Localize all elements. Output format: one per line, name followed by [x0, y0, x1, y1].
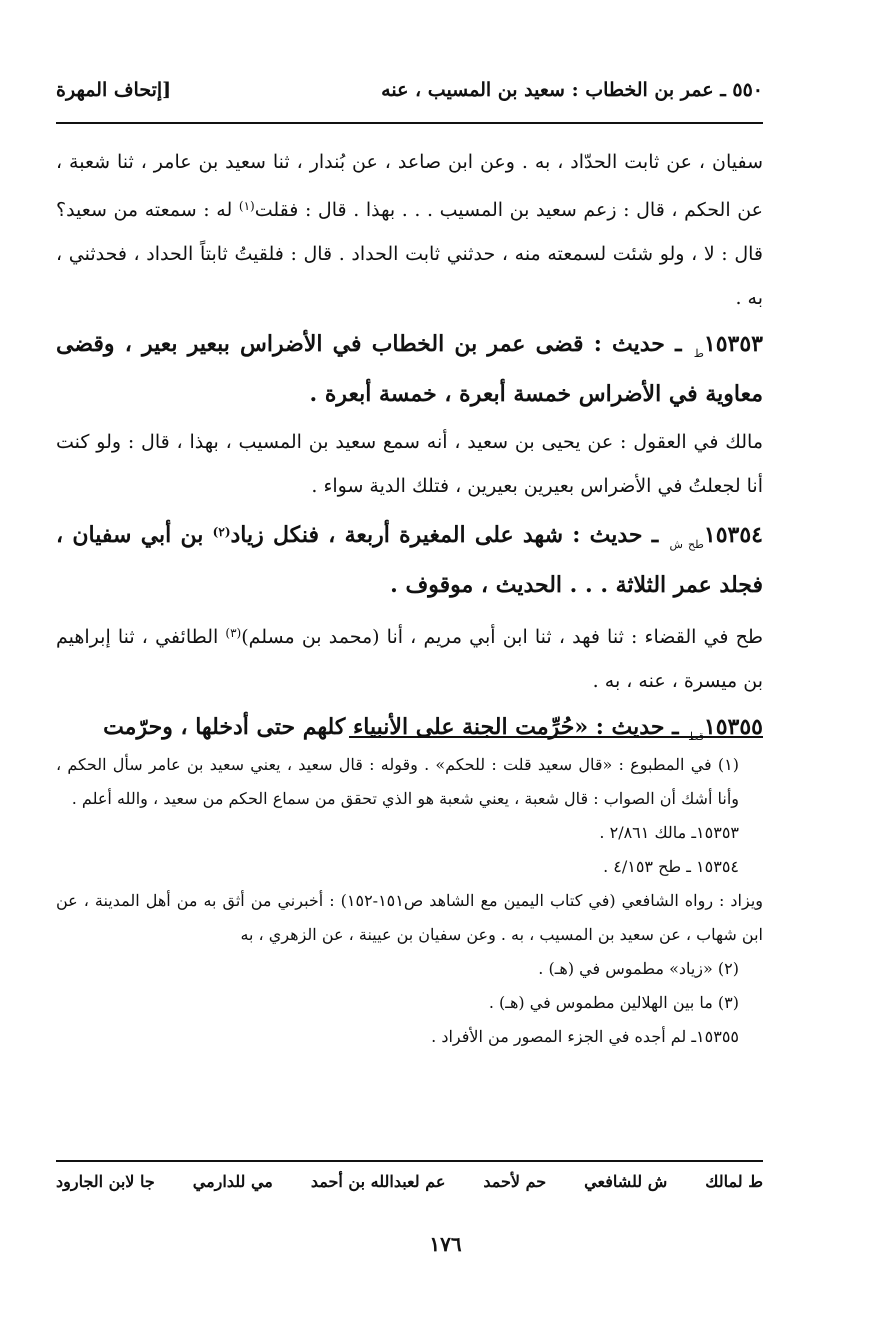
note-15355: ١٥٣٥٥ـ لم أجده في الجزء المصور من الأفراد .	[431, 1027, 739, 1046]
note-15354: ١٥٣٥٤ ـ طح ٤/١٥٣ .	[603, 857, 739, 876]
abbreviation-rule	[56, 1160, 763, 1162]
footnote-rule	[349, 736, 763, 738]
running-header	[56, 72, 763, 108]
hadith-number: ١٥٣٥٥	[703, 714, 763, 740]
abbr-item: جا لابن الجارود	[56, 1172, 155, 1191]
main-text	[56, 140, 763, 763]
header-title: ٥٥٠ ـ عمر بن الخطاب : سعيد بن المسيب ، عنه	[381, 79, 763, 101]
abbr-item: ش للشافعي	[584, 1172, 668, 1191]
source-siglum: قط	[688, 730, 704, 743]
footnote-2: (٢) «زياد» مطموس في (هـ) .	[538, 959, 739, 978]
hadith-number: ١٥٣٥٣	[703, 331, 763, 357]
footnote-ref-2[interactable]: (٢)	[212, 525, 231, 539]
abbr-item: عم لعبدالله بن أحمد	[310, 1172, 446, 1191]
note-15353: ١٥٣٥٣ـ مالك ٢/٨٦١ .	[599, 823, 739, 842]
header-rule	[56, 122, 763, 124]
abbreviation-key	[56, 1172, 763, 1191]
footnote-ref-1[interactable]: (١)	[238, 199, 255, 213]
hadith-heading-15354: $١٥٣٥٤_{طح ش}$ ـ حديث : شهد على المغيرة أربعة ، فنكل زياد$^{(٢)}$ بن أبي سفيان ، فجلد عمر الثلاثة . . . الحديث ، موقوف .	[56, 522, 763, 598]
paragraph-2: مالك في العقول : عن يحيى بن سعيد ، أنه سمع سعيد بن المسيب ، بهذا ، قال : ولو كنت أنا لجعلتُ في الأضراس بعيرين بعيرين ، فتلك الدية سواء .	[56, 431, 763, 497]
hadith-heading-15355: $١٥٣٥٥_{قط}$ ـ حديث : «حُرِّمت الجنة على الأنبياء كلهم حتى أدخلها ، وحرّمت	[103, 714, 763, 743]
abbr-item: مي للدارمي	[192, 1172, 273, 1191]
header-book-name: [إتحاف المهرة	[56, 79, 172, 101]
abbr-item: ط لمالك	[705, 1172, 763, 1191]
source-siglum: ط	[693, 347, 704, 360]
paragraph-1: سفيان ، عن ثابت الحدّاد ، به . وعن ابن صاعد ، عن بُندار ، ثنا سعيد بن عامر ، ثنا شعبة ، عن الحكم ، قال : زعم سعيد بن المسيب . . . بهذا . قال : فقلت$^{(١)}$ له : سمعته من سعيد؟ قال : لا ، ولو شئت لسمعته منه ، حدثني ثابت الحداد . قال : فلقيتُ ثابتاً الحداد ، فحدثني ، به .	[56, 151, 763, 309]
footnotes	[56, 748, 763, 1054]
abbr-item: حم لأحمد	[483, 1172, 547, 1191]
footnote-1: (١) في المطبوع : «قال سعيد قلت : للحكم» . وقوله : قال سعيد ، يعني سعيد بن عامر سأل الحكم ، وأنا أشك أن الصواب : قال شعبة ، يعني شعبة هو الذي تحقق من سماع الحكم من سعيد ، والله أعلم .	[56, 755, 739, 808]
footnote-ref-3[interactable]: (٣)	[225, 626, 242, 640]
footnote-3: (٣) ما بين الهلالين مطموس في (هـ) .	[488, 993, 739, 1012]
page-number: ١٧٦	[429, 1232, 462, 1256]
note-addition: ويزاد : رواه الشافعي (في كتاب اليمين مع الشاهد ص١٥١-١٥٢) : أخبرني من أثق به من أهل المدينة ، عن ابن شهاب ، عن سعيد بن المسيب ، به . وعن سفيان بن عيينة ، عن الزهري ، به	[56, 891, 764, 944]
hadith-number: ١٥٣٥٤	[703, 522, 763, 548]
source-siglum: طح ش	[669, 538, 704, 551]
hadith-heading-15353: $١٥٣٥٣_ط$ ـ حديث : قضى عمر بن الخطاب في الأضراس ببعير بعير ، وقضى معاوية في الأضراس خمسة أبعرة ، خمسة أبعرة .	[56, 331, 763, 407]
paragraph-3: طح في القضاء : ثنا فهد ، ثنا ابن أبي مريم ، أنا (محمد بن مسلم)$^{(٣)}$ الطائفي ، ثنا إبراهيم بن ميسرة ، عنه ، به .	[56, 626, 763, 692]
